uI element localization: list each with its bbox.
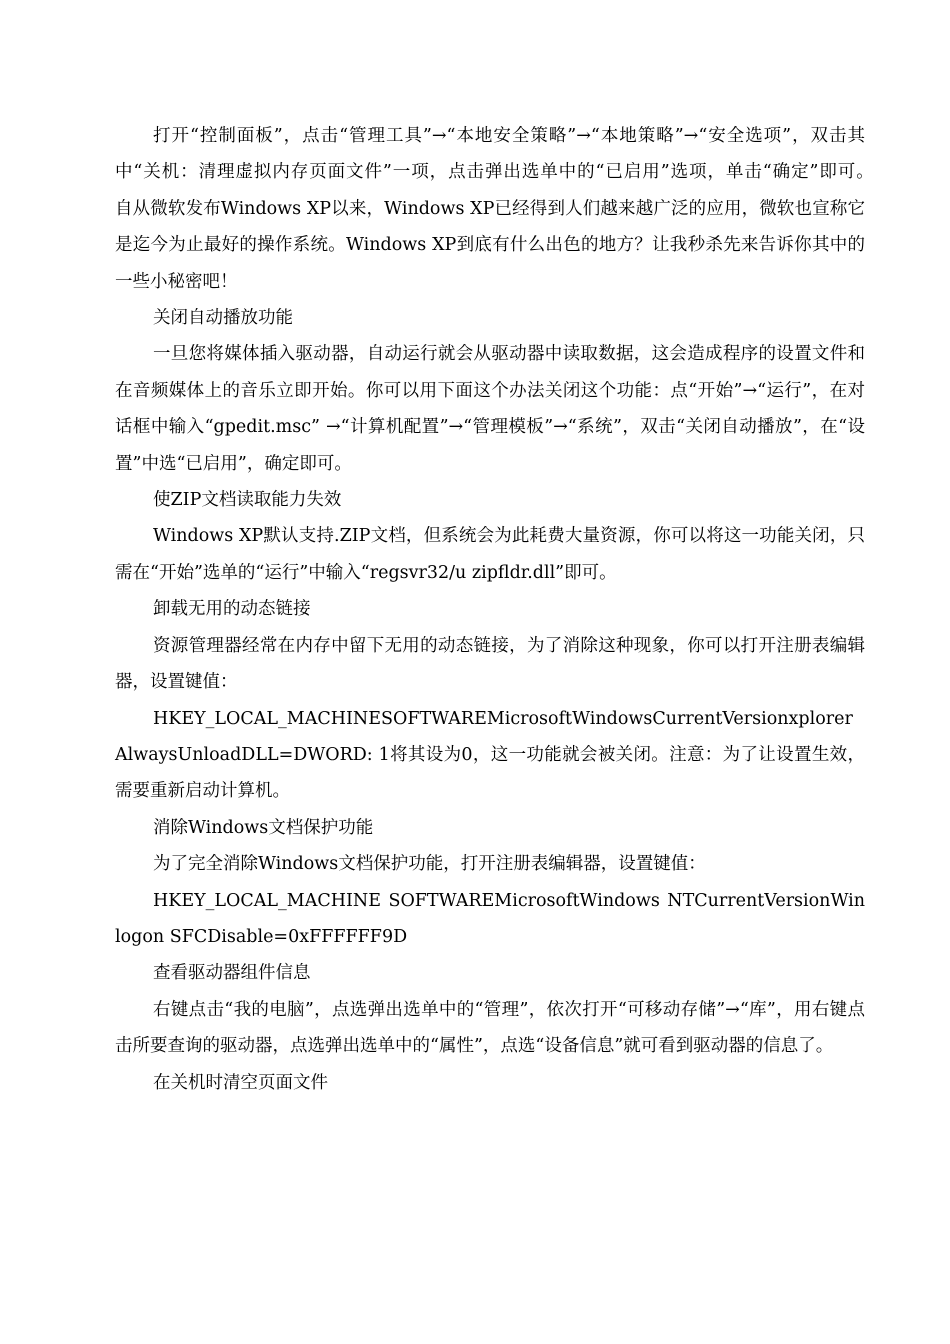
document-page (115, 118, 900, 1101)
section-heading-disable-zip: 使ZIP文档读取能力失效 (153, 490, 342, 511)
section-heading-unload-dll: 卸载无用的动态链接 (153, 599, 311, 620)
file-protection-paragraph: 为了完全消除Windows文档保护功能，打开注册表编辑器，设置键值： (153, 854, 706, 875)
registry-key-sfc: HKEY_LOCAL_MACHINE SOFTWAREMicrosoftWindows NTCurrentVersionWinlogon SFCDisable=0xFFFFFF9D (115, 890, 865, 947)
unload-dll-paragraph: 资源管理器经常在内存中留下无用的动态链接，为了消除这种现象，你可以打开注册表编辑器，设置键值： (115, 635, 865, 693)
intro-paragraph: 打开“控制面板”，点击“管理工具”→“本地安全策略”→“本地策略”→“安全选项”，双击其中“关机：清理虚拟内存页面文件”一项，点击弹出选单中的“已启用”选项，单击“确定”即可。 自从微软发布Windows XP以来，Windows XP已经得到人们越来越广泛的应用，微软也宣称它是迄今为止最好的操作系统。Windows XP到底有什么出色的地方？让我秒杀先来告诉你其中的一些小秘密吧！ (115, 126, 900, 292)
section-heading-file-protection: 消除Windows文档保护功能 (153, 817, 374, 838)
section-heading-drive-info: 查看驱动器组件信息 (153, 963, 311, 984)
section-heading-disable-autoplay: 关闭自动播放功能 (153, 308, 293, 329)
registry-key-unload-dll: HKEY_LOCAL_MACHINESOFTWAREMicrosoftWindowsCurrentVersionxplorer AlwaysUnloadDLL=DWORD: 1将其设为0，这一功能就会被关闭。注意：为了让设置生效，需要重新启动计算机。 (115, 708, 865, 802)
drive-info-paragraph: 右键点击“我的电脑”，点选弹出选单中的“管理”，依次打开“可移动存储”→“库”，用右键点击所要查询的驱动器，点选弹出选单中的“属性”，点选“设备信息”就可看到驱动器的信息了。 (115, 999, 865, 1057)
zip-paragraph: Windows XP默认支持.ZIP文档，但系统会为此耗费大量资源，你可以将这一功能关闭，只需在“开始”选单的“运行”中输入“regsvr32/u zipfldr.dll”即可。 (115, 526, 865, 583)
autoplay-paragraph: 一旦您将媒体插入驱动器，自动运行就会从驱动器中读取数据，这会造成程序的设置文件和在音频媒体上的音乐立即开始。你可以用下面这个办法关闭这个功能：点“开始”→“运行”，在对话框中输入“gpedit.msc” →“计算机配置”→“管理模板”→“系统”，双击“关闭自动播放”，在“设置”中选“已启用”，确定即可。 (115, 344, 865, 474)
section-heading-clear-pagefile: 在关机时清空页面文件 (153, 1072, 328, 1093)
